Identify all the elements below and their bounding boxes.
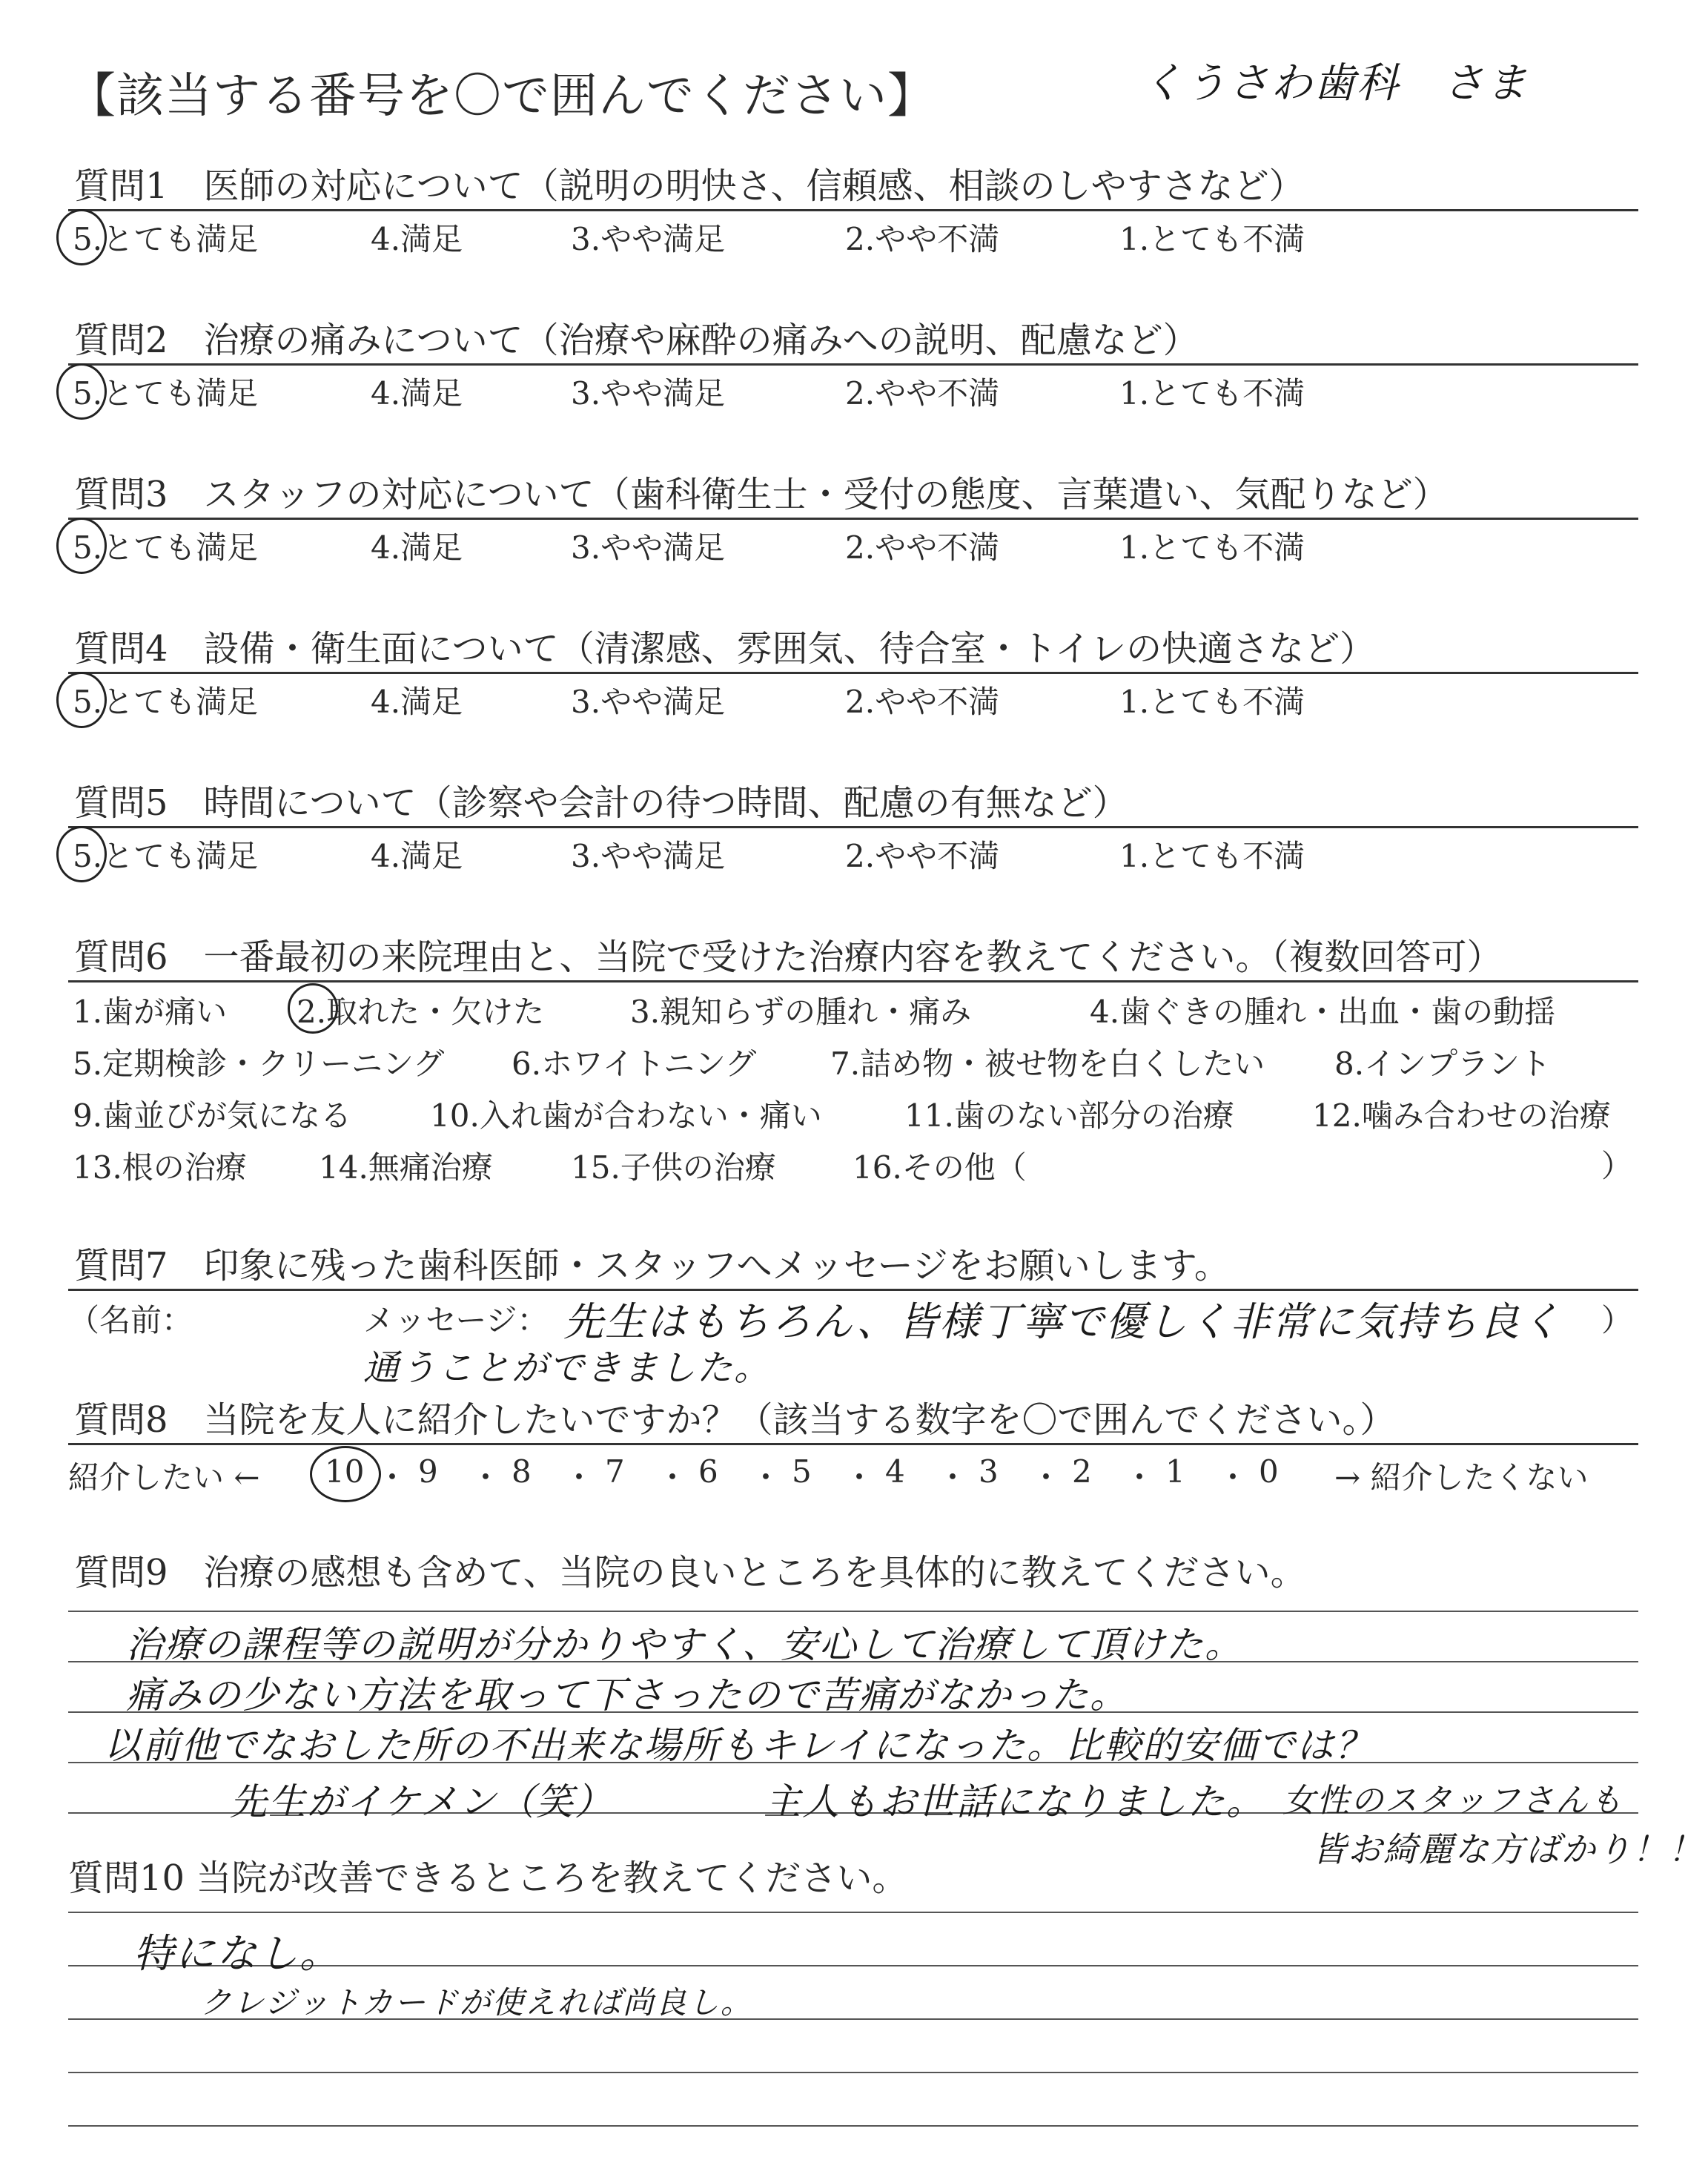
q8-scale-dot: ・: [1124, 1459, 1156, 1496]
q6-option[interactable]: 9.歯並びが気になる: [73, 1097, 352, 1134]
q6-option[interactable]: 1.歯が痛い: [73, 994, 228, 1030]
q8-rule: [68, 1443, 1638, 1445]
q5-option[interactable]: 3.やや満足: [571, 838, 726, 874]
q3-option[interactable]: 4.満足: [371, 529, 463, 566]
q8-scale-dot: ・: [563, 1459, 595, 1496]
q9-answer: 以前他でなおした所の不出来な場所もキレイになった。比較的安価では？: [104, 1724, 1374, 1767]
q8-left-label: 紹介したい ←: [68, 1459, 260, 1496]
q10-line: [68, 2125, 1638, 2127]
q8-scale-dot: ・: [844, 1459, 875, 1496]
q6-rule: [68, 980, 1638, 982]
q8-scale-value[interactable]: 1: [1165, 1453, 1185, 1490]
form-title: 【該当する番号を〇で囲んでください】: [68, 69, 936, 124]
q2-selection-circle: [56, 363, 107, 420]
q2-option[interactable]: 3.やや満足: [571, 375, 726, 412]
q6-option[interactable]: 16.その他（: [853, 1149, 1027, 1186]
q2-title: 質問2 治療の痛みについて（治療や麻酔の痛みへの説明、配慮など）: [74, 320, 1199, 361]
q6-close-paren: ）: [1601, 1148, 1633, 1184]
q10-answer: 特になし。: [133, 1930, 341, 1977]
q7-name-label: （名前：: [68, 1302, 193, 1338]
q6-option[interactable]: 14.無痛治療: [319, 1149, 493, 1186]
q4-option[interactable]: 1.とても不満: [1119, 684, 1305, 720]
q2-option[interactable]: 2.やや不満: [845, 375, 1000, 412]
q6-option[interactable]: 10.入れ歯が合わない・痛い: [430, 1097, 822, 1134]
q10-title: 質問10 当院が改善できるところを教えてください。: [68, 1857, 908, 1899]
q5-option[interactable]: 5.とても満足: [73, 838, 259, 874]
q3-rule: [68, 518, 1638, 520]
q8-scale-value[interactable]: 8: [512, 1453, 532, 1490]
q5-rule: [68, 826, 1638, 828]
q7-title: 質問7 印象に残った歯科医師・スタッフへメッセージをお願いします。: [74, 1245, 1230, 1287]
q6-option[interactable]: 5.定期検診・クリーニング: [73, 1046, 445, 1082]
q4-option[interactable]: 2.やや不満: [845, 684, 1000, 720]
q8-selection-circle: [310, 1446, 381, 1502]
q2-rule: [68, 363, 1638, 366]
q6-option[interactable]: 13.根の治療: [73, 1149, 247, 1186]
q8-scale-value[interactable]: 2: [1072, 1453, 1092, 1490]
q6-option[interactable]: 7.詰め物・被せ物を白くしたい: [830, 1046, 1265, 1082]
q5-option[interactable]: 1.とても不満: [1119, 838, 1305, 874]
q1-option[interactable]: 2.やや不満: [845, 221, 1000, 257]
q6-title: 質問6 一番最初の来院理由と、当院で受けた治療内容を教えてください。（複数回答可）: [74, 937, 1503, 978]
q6-option[interactable]: 6.ホワイトニング: [512, 1046, 757, 1082]
q4-rule: [68, 672, 1638, 674]
q6-option[interactable]: 11.歯のない部分の治療: [904, 1097, 1234, 1134]
q8-scale-value[interactable]: 10: [325, 1453, 365, 1490]
q5-option[interactable]: 4.満足: [371, 838, 463, 874]
q6-selection-circle: [288, 983, 338, 1034]
clinic-name: くうさわ歯科 さま: [1142, 59, 1529, 108]
q8-right-label: → 紹介したくない: [1334, 1459, 1589, 1496]
q8-scale-dot: ・: [750, 1459, 782, 1496]
q8-scale-value[interactable]: 5: [792, 1453, 812, 1490]
q3-option[interactable]: 5.とても満足: [73, 529, 259, 566]
q2-option[interactable]: 1.とても不満: [1119, 375, 1305, 412]
q6-option[interactable]: 15.子供の治療: [571, 1149, 776, 1186]
q8-scale-value[interactable]: 4: [885, 1453, 905, 1490]
q3-option[interactable]: 2.やや不満: [845, 529, 1000, 566]
q5-option[interactable]: 2.やや不満: [845, 838, 1000, 874]
q8-scale-value[interactable]: 3: [979, 1453, 999, 1490]
q5-title: 質問5 時間について（診察や会計の待つ時間、配慮の有無など）: [74, 782, 1128, 824]
q1-title: 質問1 医師の対応について（説明の明快さ、信頼感、相談のしやすさなど）: [74, 165, 1305, 207]
q6-option[interactable]: 4.歯ぐきの腫れ・出血・歯の動揺: [1090, 994, 1556, 1030]
q1-option[interactable]: 4.満足: [371, 221, 463, 257]
q10-line: [68, 1912, 1638, 1913]
q9-answer: 治療の課程等の説明が分かりやすく、安心して治療して頂けた。: [126, 1623, 1243, 1666]
q4-option[interactable]: 3.やや満足: [571, 684, 726, 720]
q6-option[interactable]: 8.インプラント: [1334, 1046, 1552, 1082]
q6-option[interactable]: 12.噛み合わせの治療: [1312, 1097, 1611, 1134]
q1-rule: [68, 209, 1638, 211]
q4-title: 質問4 設備・衛生面について（清潔感、雰囲気、待合室・トイレの快適さなど）: [74, 628, 1376, 670]
q2-option[interactable]: 5.とても満足: [73, 375, 259, 412]
q9-line: [68, 1611, 1638, 1612]
q5-selection-circle: [56, 826, 107, 882]
q10-answer: クレジットカードが使えれば尚良し。: [200, 1984, 753, 2021]
q8-scale-value[interactable]: 0: [1259, 1453, 1279, 1490]
q8-scale-dot: ・: [377, 1459, 408, 1496]
q8-scale-dot: ・: [937, 1459, 969, 1496]
q9-title: 質問9 治療の感想も含めて、当院の良いところを具体的に教えてください。: [74, 1552, 1306, 1593]
q9-answer: 先生がイケメン（笑）: [230, 1780, 613, 1823]
q9-answer: 皆お綺麗な方ばかり！！: [1312, 1829, 1704, 1869]
q4-option[interactable]: 4.満足: [371, 684, 463, 720]
q10-line: [68, 2072, 1638, 2073]
q8-scale-value[interactable]: 9: [418, 1453, 438, 1490]
q1-option[interactable]: 3.やや満足: [571, 221, 726, 257]
q3-selection-circle: [56, 518, 107, 574]
q8-title: 質問8 当院を友人に紹介したいですか？（該当する数字を〇で囲んでください。）: [74, 1399, 1396, 1441]
q8-scale-value[interactable]: 6: [698, 1453, 718, 1490]
q3-title: 質問3 スタッフの対応について（歯科衛生士・受付の態度、言葉遣い、気配りなど）: [74, 474, 1449, 515]
q9-answer: 痛みの少ない方法を取って下さったので苦痛がなかった。: [126, 1674, 1128, 1717]
q3-option[interactable]: 3.やや満足: [571, 529, 726, 566]
q8-scale-dot: ・: [470, 1459, 502, 1496]
q6-option[interactable]: 2.取れた・欠けた: [297, 994, 545, 1030]
q7-close-paren: ）: [1601, 1302, 1633, 1338]
q1-option[interactable]: 1.とても不満: [1119, 221, 1305, 257]
q6-option[interactable]: 3.親知らずの腫れ・痛み: [630, 994, 972, 1030]
q7-message-line1: 先生はもちろん、皆様丁寧で優しく非常に気持ち良く: [563, 1298, 1563, 1345]
q3-option[interactable]: 1.とても不満: [1119, 529, 1305, 566]
q1-option[interactable]: 5.とても満足: [73, 221, 259, 257]
q1-selection-circle: [56, 209, 107, 265]
q2-option[interactable]: 4.満足: [371, 375, 463, 412]
q8-scale-dot: ・: [1030, 1459, 1062, 1496]
q8-scale-value[interactable]: 7: [605, 1453, 625, 1490]
q4-option[interactable]: 5.とても満足: [73, 684, 259, 720]
q7-message-label: メッセージ：: [363, 1302, 549, 1338]
q9-answer: 女性のスタッフさんも: [1282, 1782, 1623, 1820]
q8-scale-dot: ・: [1217, 1459, 1249, 1496]
q9-answer: 主人もお世話になりました。: [764, 1780, 1265, 1823]
q8-scale-dot: ・: [657, 1459, 689, 1496]
q7-message-line2: 通うことができました。: [363, 1347, 772, 1389]
q4-selection-circle: [56, 672, 107, 728]
